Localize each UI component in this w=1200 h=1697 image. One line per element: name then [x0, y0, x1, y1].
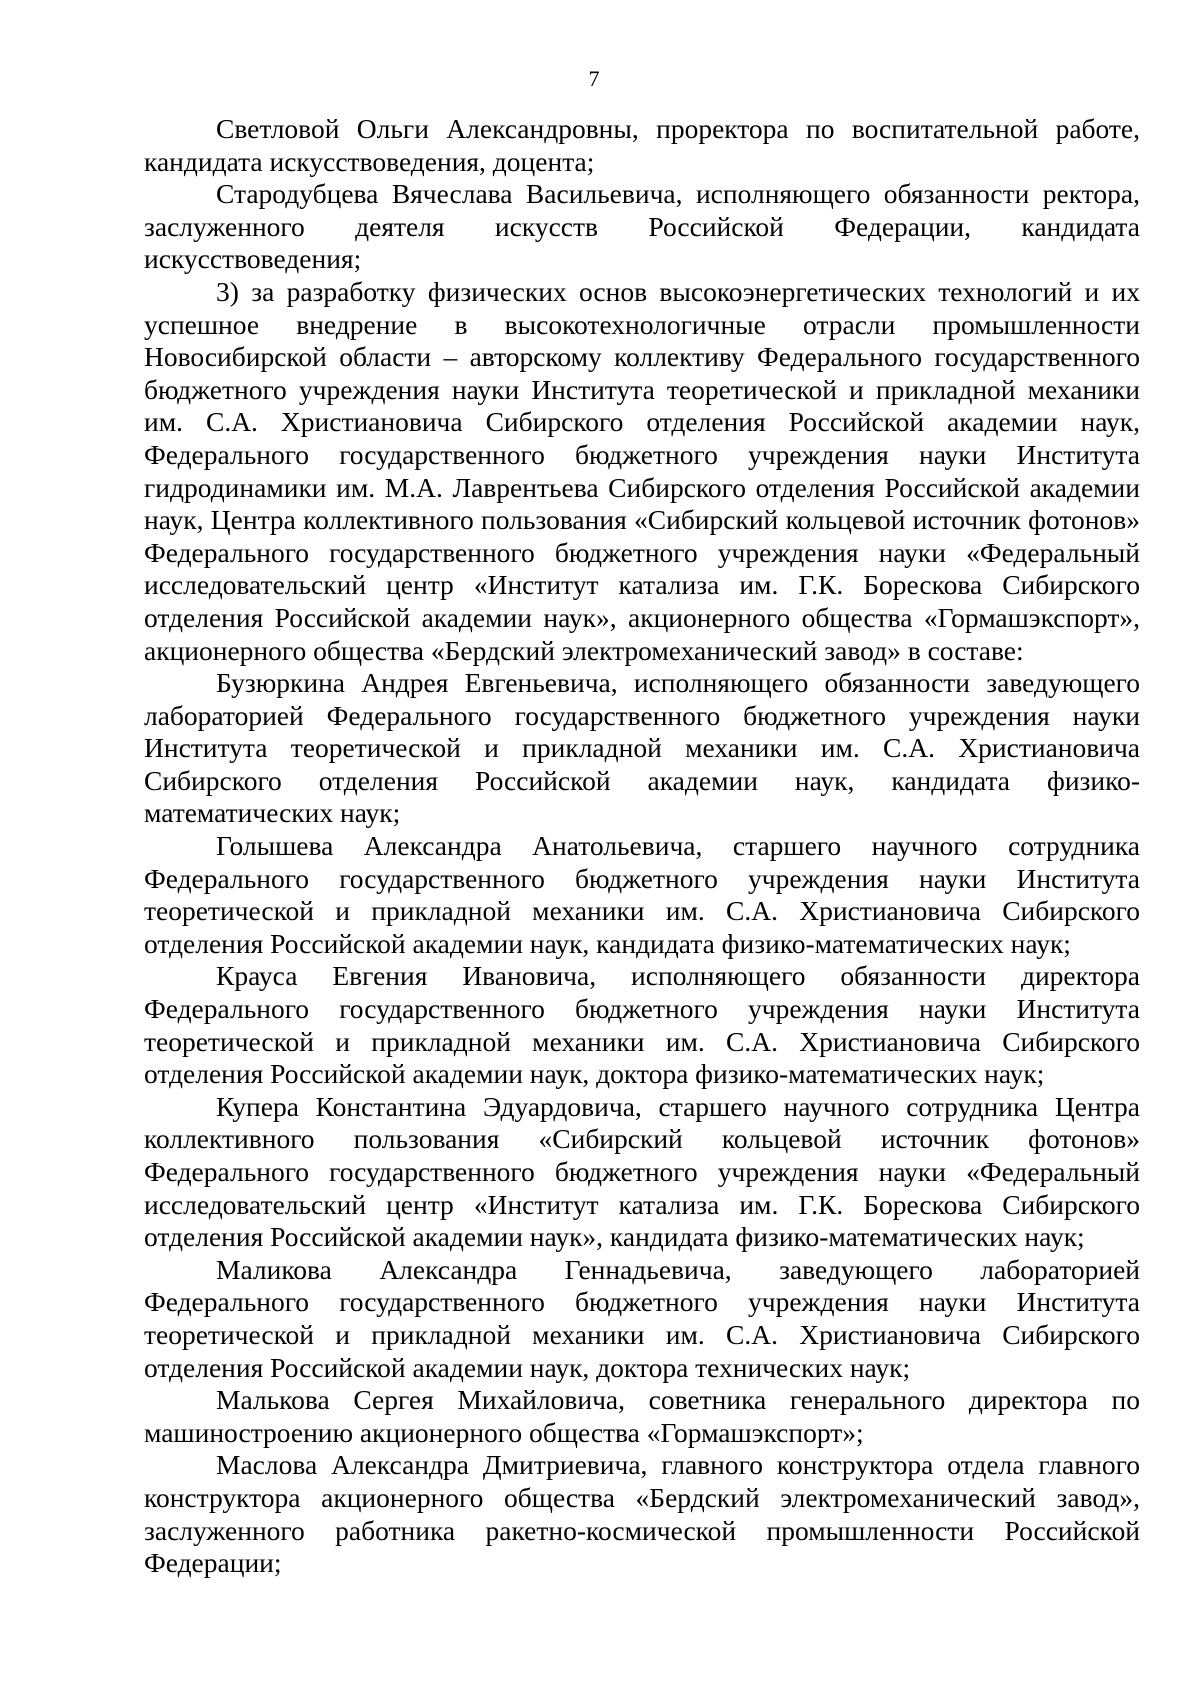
paragraph-item-3-award: 3) за разработку физических основ высокоэнергетических технологий и их успешное внедрение в высокотехнологичные отрасли промышленности Новосибирской области – авторскому коллективу Федерального государственного бюджетного учреждения науки Института теоретической и прикладной механики им. С.А. Христиановича Сибирского отделения Российской академии наук, Федерального государственного бюджетного учреждения науки Института гидродинамики им. М.А. Лаврентьева Сибирского отделения Российской академии наук, Центра коллективного пользования «Сибирский кольцевой источник фотонов» Федерального государственного бюджетного учреждения науки «Федеральный исследовательский центр «Институт катализа им. Г.К. Борескова Сибирского отделения Российской академии наук», акционерного общества «Гормашэкспорт», акционерного общества «Бердский электромеханический завод» в составе:	[144, 275, 1140, 666]
paragraph-golyshev: Голышева Александра Анатольевича, старшего научного сотрудника Федерального государственного бюджетного учреждения науки Института теоретической и прикладной механики им. С.А. Христиановича Сибирского отделения Российской академии наук, кандидата физико-математических наук;	[144, 830, 1140, 959]
paragraph-buzyurkin: Бузюркина Андрея Евгеньевича, исполняющего обязанности заведующего лабораторией Федерального государственного бюджетного учреждения науки Института теоретической и прикладной механики им. С.А. Христиановича Сибирского отделения Российской академии наук, кандидата физико-математических наук;	[144, 667, 1140, 829]
paragraph-malkov: Малькова Сергея Михайловича, советника генерального директора по машиностроению акционерного общества «Гормашэкспорт»;	[144, 1384, 1140, 1448]
document-body	[144, 113, 1140, 1580]
paragraph-kraus: Крауса Евгения Ивановича, исполняющего обязанности директора Федерального государственного бюджетного учреждения науки Института теоретической и прикладной механики им. С.А. Христиановича Сибирского отделения Российской академии наук, доктора физико-математических наук;	[144, 960, 1140, 1090]
paragraph-maslov: Маслова Александра Дмитриевича, главного конструктора отдела главного конструктора акционерного общества «Бердский электромеханический завод», заслуженного работника ракетно-космической промышленности Российской Федерации;	[144, 1449, 1140, 1579]
paragraph-malikov: Маликова Александра Геннадьевича, заведующего лабораторией Федерального государственного бюджетного учреждения науки Института теоретической и прикладной механики им. С.А. Христиановича Сибирского отделения Российской академии наук, доктора технических наук;	[144, 1253, 1140, 1383]
paragraph-starodubtsev: Стародубцева Вячеслава Васильевича, исполняющего обязанности ректора, заслуженного деятеля искусств Российской Федерации, кандидата искусствоведения;	[144, 178, 1140, 275]
paragraph-kuper: Купера Константина Эдуардовича, старшего научного сотрудника Центра коллективного пользования «Сибирский кольцевой источник фотонов» Федерального государственного бюджетного учреждения науки «Федеральный исследовательский центр «Институт катализа им. Г.К. Борескова Сибирского отделения Российской академии наук», кандидата физико-математических наук;	[144, 1090, 1140, 1253]
page-number: 7	[588, 66, 600, 91]
paragraph-svetlova: Светловой Ольги Александровны, проректора по воспитательной работе, кандидата искусствоведения, доцента;	[144, 113, 1140, 177]
